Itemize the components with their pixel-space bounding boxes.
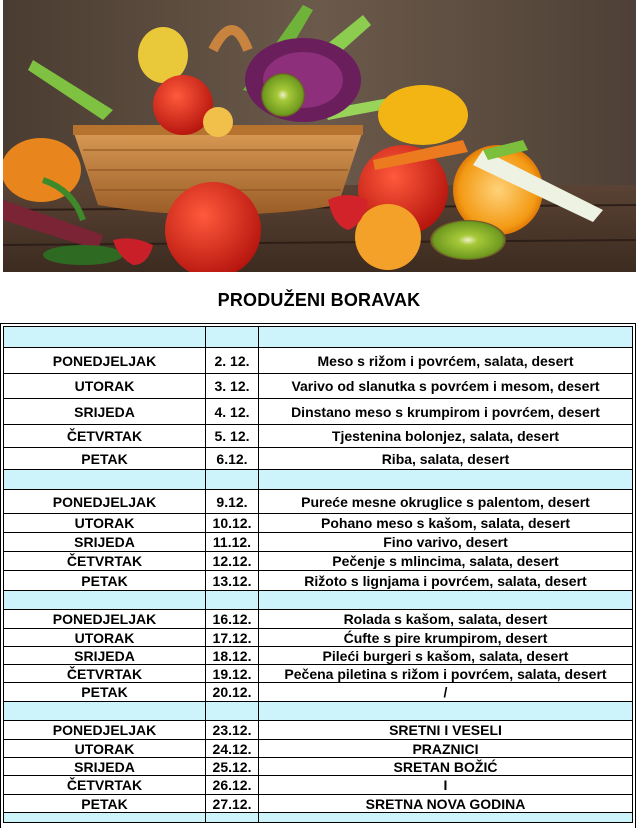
table-row bbox=[4, 490, 633, 514]
meal-cell: Pureće mesne okruglice s palentom, desert bbox=[259, 490, 633, 514]
table-row bbox=[4, 425, 633, 448]
table-row bbox=[4, 740, 633, 758]
table-row bbox=[4, 552, 633, 571]
meal-cell: Pileći burgeri s kašom, salata, desert bbox=[259, 647, 633, 665]
week-separator-row bbox=[4, 813, 633, 823]
date-cell: 16.12. bbox=[206, 610, 259, 629]
date-cell: 10.12. bbox=[206, 514, 259, 533]
meal-cell: SRETNA NOVA GODINA bbox=[259, 795, 633, 813]
page-title: PRODUŽENI BORAVAK bbox=[217, 290, 421, 310]
day-cell: PETAK bbox=[4, 571, 206, 591]
week-separator-row bbox=[4, 591, 633, 610]
day-cell: PONEDJELJAK bbox=[4, 721, 206, 740]
table-row bbox=[4, 795, 633, 813]
table-row bbox=[4, 776, 633, 795]
meal-cell: SRETNI I VESELI bbox=[259, 721, 633, 740]
meal-cell: Pečenje s mlincima, salata, desert bbox=[259, 552, 633, 571]
day-cell: SRIJEDA bbox=[4, 647, 206, 665]
date-cell: 18.12. bbox=[206, 647, 259, 665]
day-cell: PETAK bbox=[4, 683, 206, 702]
date-cell: 6.12. bbox=[206, 448, 259, 470]
day-cell: PETAK bbox=[4, 448, 206, 470]
table-row bbox=[4, 683, 633, 702]
day-cell: UTORAK bbox=[4, 374, 206, 399]
table-row bbox=[4, 348, 633, 374]
date-cell: 26.12. bbox=[206, 776, 259, 795]
vegetable-basket-photo bbox=[3, 0, 636, 272]
date-cell: 13.12. bbox=[206, 571, 259, 591]
date-cell: 19.12. bbox=[206, 665, 259, 683]
table-row bbox=[4, 721, 633, 740]
table-row bbox=[4, 610, 633, 629]
date-cell: 11.12. bbox=[206, 533, 259, 552]
table-row bbox=[4, 571, 633, 591]
table-row bbox=[4, 647, 633, 665]
day-cell: UTORAK bbox=[4, 629, 206, 647]
meal-cell: Fino varivo, desert bbox=[259, 533, 633, 552]
date-cell: 9.12. bbox=[206, 490, 259, 514]
date-cell: 12.12. bbox=[206, 552, 259, 571]
date-cell: 4. 12. bbox=[206, 399, 259, 425]
day-cell: SRIJEDA bbox=[4, 758, 206, 776]
day-cell: PONEDJELJAK bbox=[4, 490, 206, 514]
meal-cell: Rižoto s lignjama i povrćem, salata, desert bbox=[259, 571, 633, 591]
meal-cell: Tjestenina bolonjez, salata, desert bbox=[259, 425, 633, 448]
date-cell: 27.12. bbox=[206, 795, 259, 813]
table-row bbox=[4, 758, 633, 776]
date-cell: 24.12. bbox=[206, 740, 259, 758]
day-cell: PETAK bbox=[4, 795, 206, 813]
table-row bbox=[4, 533, 633, 552]
date-cell: 20.12. bbox=[206, 683, 259, 702]
date-cell: 25.12. bbox=[206, 758, 259, 776]
meal-cell: Pečena piletina s rižom i povrćem, salata, desert bbox=[259, 665, 633, 683]
day-cell: SRIJEDA bbox=[4, 399, 206, 425]
menu-table bbox=[3, 326, 633, 823]
meal-cell: Dinstano meso s krumpirom i povrćem, desert bbox=[259, 399, 633, 425]
meal-cell: SRETAN BOŽIĆ bbox=[259, 758, 633, 776]
meal-cell: / bbox=[259, 683, 633, 702]
day-cell: SRIJEDA bbox=[4, 533, 206, 552]
date-cell: 23.12. bbox=[206, 721, 259, 740]
week-separator-row bbox=[4, 327, 633, 348]
date-cell: 5. 12. bbox=[206, 425, 259, 448]
meal-cell: Pohano meso s kašom, salata, desert bbox=[259, 514, 633, 533]
table-row bbox=[4, 448, 633, 470]
day-cell: ČETVRTAK bbox=[4, 425, 206, 448]
day-cell: ČETVRTAK bbox=[4, 665, 206, 683]
date-cell: 2. 12. bbox=[206, 348, 259, 374]
day-cell: UTORAK bbox=[4, 740, 206, 758]
day-cell: PONEDJELJAK bbox=[4, 610, 206, 629]
table-row bbox=[4, 514, 633, 533]
table-row bbox=[4, 399, 633, 425]
day-cell: ČETVRTAK bbox=[4, 776, 206, 795]
week-separator-row bbox=[4, 702, 633, 721]
day-cell: PONEDJELJAK bbox=[4, 348, 206, 374]
meal-cell: Rolada s kašom, salata, desert bbox=[259, 610, 633, 629]
day-cell: ČETVRTAK bbox=[4, 552, 206, 571]
meal-cell: Ćufte s pire krumpirom, desert bbox=[259, 629, 633, 647]
date-cell: 17.12. bbox=[206, 629, 259, 647]
meal-cell: PRAZNICI bbox=[259, 740, 633, 758]
meal-cell: Varivo od slanutka s povrćem i mesom, desert bbox=[259, 374, 633, 399]
meal-cell: I bbox=[259, 776, 633, 795]
week-separator-row bbox=[4, 470, 633, 490]
table-row bbox=[4, 665, 633, 683]
date-cell: 3. 12. bbox=[206, 374, 259, 399]
day-cell: UTORAK bbox=[4, 514, 206, 533]
table-row bbox=[4, 629, 633, 647]
meal-cell: Riba, salata, desert bbox=[259, 448, 633, 470]
table-row bbox=[4, 374, 633, 399]
meal-cell: Meso s rižom i povrćem, salata, desert bbox=[259, 348, 633, 374]
